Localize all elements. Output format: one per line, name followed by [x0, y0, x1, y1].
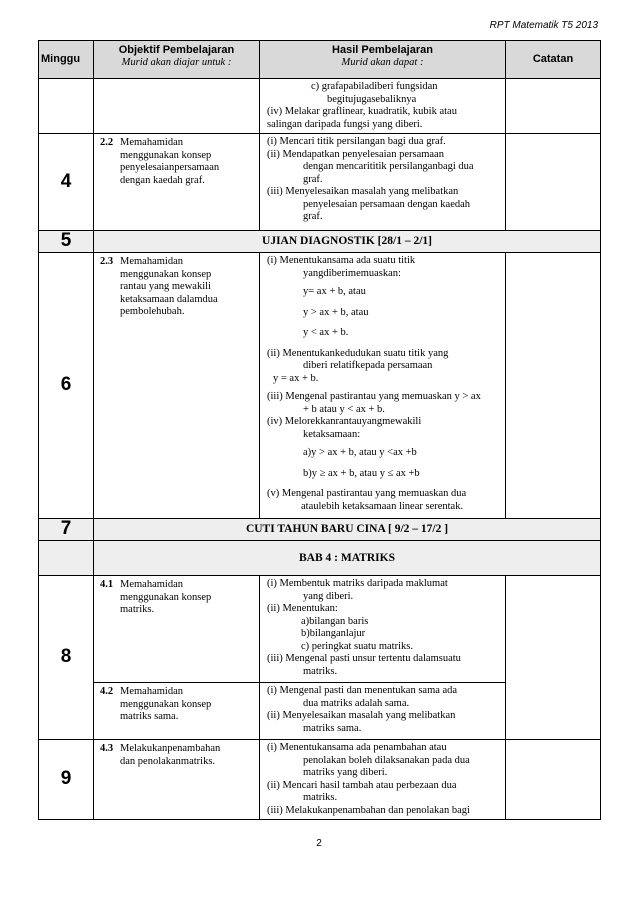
- outcome-line: dua matriks adalah sama.: [303, 697, 410, 709]
- exam-banner: UJIAN DIAGNOSTIK [28/1 – 2/1]: [94, 231, 601, 253]
- objective-cell: [94, 134, 260, 231]
- notes-cell: [506, 576, 601, 740]
- table-row-week-7: [39, 519, 601, 541]
- objective-number: 2.3: [100, 256, 114, 267]
- week-number: 6: [39, 253, 94, 519]
- outcome-cell: [260, 79, 506, 134]
- objective-number: 4.1: [100, 579, 114, 590]
- col-objektif-sub: Murid akan diajar untuk :: [121, 56, 232, 68]
- objective-number: 4.2: [100, 686, 114, 697]
- outcome-line: matriks yang diberi.: [303, 767, 388, 778]
- outcome-line: y = ax + b.: [273, 372, 319, 384]
- week-cell: [39, 541, 94, 576]
- objective-text: Memahamidan menggunakan konsep matriks sama.: [120, 686, 212, 722]
- table-row: [39, 79, 601, 134]
- col-hasil-sub: Murid akan dapat :: [341, 56, 424, 68]
- week-number: 9: [39, 740, 94, 820]
- outcome-line: yangdiberimemuaskan:: [303, 267, 401, 279]
- outcome-line: (i) Mencari titik persilangan bagi dua graf.: [267, 136, 446, 147]
- outcome-line: salingan daripada fungsi yang diberi.: [267, 118, 423, 130]
- outcome-line: (i) Membentuk matriks daripada maklumat: [267, 578, 448, 589]
- outcome-line: (ii) Menyelesaikan masalah yang melibatkan: [267, 710, 456, 721]
- outcome-line: (iv) Melakar graflinear, kuadratik, kubik atau: [267, 106, 457, 117]
- outcome-line: matriks.: [303, 792, 338, 803]
- document-header: RPT Matematik T5 2013: [489, 20, 598, 31]
- outcome-line: + b atau y < ax + b.: [303, 403, 385, 415]
- outcome-line: graf.: [303, 173, 323, 185]
- outcome-line: (iii) Mengenal pasti unsur tertentu dalamsuatu: [267, 653, 461, 664]
- outcome-line: (ii) Menentukan:: [267, 603, 338, 614]
- outcome-line: penolakan boleh dilaksanakan pada dua: [303, 754, 470, 766]
- notes-cell: [506, 740, 601, 820]
- objective-text: Memahamidan menggunakan konsep rantau yang mewakili ketaksamaan dalamdua pembolehubah.: [120, 256, 218, 317]
- outcome-cell: [260, 740, 506, 820]
- objective-cell: [94, 253, 260, 519]
- page-number: 2: [316, 838, 322, 849]
- week-number: 7: [39, 519, 94, 541]
- week-cell: [39, 79, 94, 134]
- chapter-heading: BAB 4 : MATRIKS: [94, 541, 601, 576]
- outcome-line: (ii) Mendapatkan penyelesaian persamaan: [267, 148, 444, 160]
- outcome-line: (i) Menentukansama ada suatu titik: [267, 255, 416, 266]
- objective-cell: [94, 683, 260, 740]
- outcome-line: y < ax + b.: [303, 327, 349, 338]
- outcome-line: a)y > ax + b, atau y <ax +b: [303, 447, 417, 458]
- table-row-week-4: [39, 134, 601, 231]
- outcome-line: y= ax + b, atau: [303, 286, 366, 297]
- week-number: 8: [39, 576, 94, 740]
- outcome-line: c) grafapabiladiberi fungsidan: [311, 81, 438, 92]
- col-objektif: [94, 41, 260, 79]
- outcome-line: (i) Mengenal pasti dan menentukan sama ada: [267, 685, 458, 696]
- col-hasil: [260, 41, 506, 79]
- outcome-cell: [260, 253, 506, 519]
- col-objektif-title: Objektif Pembelajaran: [118, 44, 235, 56]
- outcome-line: b)bilanganlajur: [301, 628, 366, 639]
- outcome-line: ketaksamaan:: [303, 428, 361, 440]
- outcome-line: (iv) Melorekkanrantauyangmewakili: [267, 416, 422, 427]
- outcome-line: (ii) Mencari hasil tambah atau perbezaan dua: [267, 779, 457, 791]
- week-number: 5: [39, 231, 94, 253]
- week-number: 4: [39, 134, 94, 231]
- outcome-line: graf.: [303, 211, 323, 222]
- table-row-week-6: [39, 253, 601, 519]
- objective-cell: [94, 740, 260, 820]
- col-catatan: Catatan: [506, 41, 601, 79]
- objective-text: Melakukanpenambahan dan penolakanmatriks.: [120, 743, 221, 767]
- outcome-line: matriks sama.: [303, 722, 362, 734]
- outcome-line: (v) Mengenal pastirantau yang memuaskan dua: [267, 488, 467, 499]
- outcome-line: (iii) Mengenal pastirantau yang memuaskan y > ax: [267, 391, 481, 402]
- objective-text: Memahamidan menggunakan konsep matriks.: [120, 579, 212, 615]
- outcome-line: begitujugasebaliknya: [327, 93, 417, 105]
- outcome-cell: [260, 134, 506, 231]
- outcome-line: (iii) Melakukanpenambahan dan penolakan bagi: [267, 804, 470, 816]
- table-row-week-8a: [39, 576, 601, 683]
- outcome-line: a)bilangan baris: [301, 615, 369, 627]
- objective-text: Memahamidan menggunakan konsep penyelesaianpersamaan dengan kaedah graf.: [120, 137, 220, 186]
- outcome-line: y > ax + b, atau: [303, 306, 369, 318]
- table-header-row: [39, 41, 601, 79]
- outcome-cell: [260, 683, 506, 740]
- table-row-week-5: [39, 231, 601, 253]
- chapter-row: [39, 541, 601, 576]
- outcome-line: ataulebih ketaksamaan linear serentak.: [301, 500, 464, 512]
- col-hasil-title: Hasil Pembelajaran: [332, 44, 433, 56]
- outcome-cell: [260, 576, 506, 683]
- outcome-line: (iii) Menyelesaikan masalah yang melibatkan: [267, 186, 459, 197]
- lesson-plan-table: [38, 40, 601, 820]
- outcome-line: yang diberi.: [303, 590, 354, 602]
- outcome-line: penyelesaian persamaan dengan kaedah: [303, 198, 471, 210]
- outcome-line: b)y ≥ ax + b, atau y ≤ ax +b: [303, 467, 420, 479]
- objective-cell: [94, 79, 260, 134]
- outcome-line: dengan mencarititik persilanganbagi dua: [303, 161, 474, 172]
- table-row-week-9: [39, 740, 601, 820]
- outcome-line: matriks.: [303, 665, 338, 677]
- outcome-line: (i) Menentukansama ada penambahan atau: [267, 742, 447, 753]
- outcome-line: (ii) Menentukankedudukan suatu titik yang: [267, 347, 449, 359]
- outcome-line: c) peringkat suatu matriks.: [301, 640, 413, 652]
- notes-cell: [506, 134, 601, 231]
- outcome-line: diberi relatifkepada persamaan: [303, 360, 433, 371]
- holiday-banner: CUTI TAHUN BARU CINA [ 9/2 – 17/2 ]: [94, 519, 601, 541]
- notes-cell: [506, 253, 601, 519]
- objective-number: 4.3: [100, 743, 114, 754]
- objective-cell: [94, 576, 260, 683]
- col-minggu: Minggu: [39, 41, 94, 79]
- notes-cell: [506, 79, 601, 134]
- objective-number: 2.2: [100, 137, 114, 148]
